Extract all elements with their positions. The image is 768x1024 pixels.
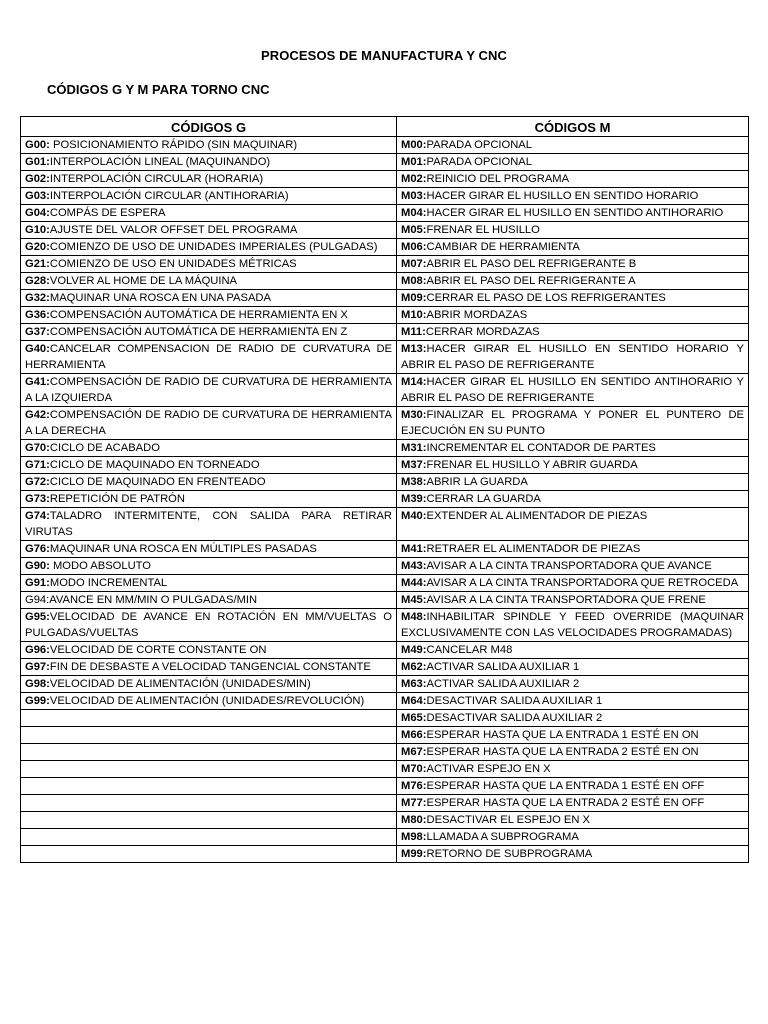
table-body xyxy=(21,137,749,863)
g-code: G32: xyxy=(25,292,50,304)
m-code: M14: xyxy=(401,376,427,388)
m-code-description: INHABILITAR SPINDLE Y FEED OVERRIDE (MAQUINAR EXCLUSIVAMENTE CON LAS VELOCIDADES PROGRAMADAS) xyxy=(401,611,744,639)
m-code: M66: xyxy=(401,729,427,741)
m-code-cell xyxy=(397,137,749,154)
g-code: G37: xyxy=(25,326,50,338)
g-code-description: MAQUINAR UNA ROSCA EN UNA PASADA xyxy=(49,292,271,304)
m-code: M13: xyxy=(401,343,427,355)
m-code: M37: xyxy=(401,459,427,471)
g-code: G72: xyxy=(25,476,50,488)
g-code: G96: xyxy=(25,644,50,656)
m-code-description: ESPERAR HASTA QUE LA ENTRADA 2 ESTÉ EN OFF xyxy=(426,797,705,809)
m-code: M01: xyxy=(401,156,427,168)
table-row xyxy=(21,659,749,676)
m-code-description: HACER GIRAR EL HUSILLO EN SENTIDO HORARIO Y ABRIR EL PASO DE REFRIGERANTE xyxy=(401,343,744,371)
m-code-description: AVISAR A LA CINTA TRANSPORTADORA QUE AVANCE xyxy=(426,560,712,572)
g-code-cell xyxy=(21,440,397,457)
table-row xyxy=(21,239,749,256)
m-code-description: FRENAR EL HUSILLO Y ABRIR GUARDA xyxy=(426,459,638,471)
m-code: M44: xyxy=(401,577,427,589)
table-row xyxy=(21,795,749,812)
g-code: G90: xyxy=(25,560,50,572)
g-code-description: INTERPOLACIÓN LINEAL (MAQUINANDO) xyxy=(49,156,271,168)
m-code-description: HACER GIRAR EL HUSILLO EN SENTIDO HORARIO xyxy=(426,190,699,202)
table-row xyxy=(21,727,749,744)
table-row xyxy=(21,341,749,374)
m-code-cell xyxy=(397,541,749,558)
g-code: G28: xyxy=(25,275,50,287)
g-code-cell xyxy=(21,609,397,642)
m-code-cell xyxy=(397,846,749,863)
table-row xyxy=(21,154,749,171)
m-code: M70: xyxy=(401,763,427,775)
g-code: G03: xyxy=(25,190,50,202)
table-row xyxy=(21,575,749,592)
m-code-cell xyxy=(397,778,749,795)
m-code-cell xyxy=(397,256,749,273)
m-code-cell xyxy=(397,188,749,205)
g-code-cell xyxy=(21,324,397,341)
m-code: M49: xyxy=(401,644,427,656)
m-code-cell xyxy=(397,659,749,676)
m-code-cell xyxy=(397,642,749,659)
g-code-description: AJUSTE DEL VALOR OFFSET DEL PROGRAMA xyxy=(49,224,298,236)
table-header-row xyxy=(21,117,749,137)
m-code: M64: xyxy=(401,695,427,707)
g-code-description: COMPÁS DE ESPERA xyxy=(49,207,166,219)
g-code-cell xyxy=(21,171,397,188)
m-code-description: CAMBIAR DE HERRAMIENTA xyxy=(426,241,580,253)
m-code-description: ESPERAR HASTA QUE LA ENTRADA 1 ESTÉ EN ON xyxy=(426,729,699,741)
g-code-description: CANCELAR COMPENSACION DE RADIO DE CURVATURA DE HERRAMIENTA xyxy=(25,343,392,371)
table-row xyxy=(21,290,749,307)
m-code-cell xyxy=(397,795,749,812)
g-code-description: VELOCIDAD DE CORTE CONSTANTE ON xyxy=(49,644,267,656)
m-code-description: RETORNO DE SUBPROGRAMA xyxy=(426,848,593,860)
m-code-cell xyxy=(397,508,749,541)
table-row xyxy=(21,491,749,508)
g-code: G97: xyxy=(25,661,50,673)
m-code-description: PARADA OPCIONAL xyxy=(426,139,532,151)
g-code-description: COMPENSACIÓN AUTOMÁTICA DE HERRAMIENTA EN Z xyxy=(49,326,348,338)
m-code: M63: xyxy=(401,678,427,690)
g-code-cell xyxy=(21,239,397,256)
m-code-description: FINALIZAR EL PROGRAMA Y PONER EL PUNTERO DE EJECUCIÓN EN SU PUNTO xyxy=(401,409,744,437)
g-code-description: COMIENZO DE USO DE UNIDADES IMPERIALES (PULGADAS) xyxy=(49,241,378,253)
g-code-cell xyxy=(21,474,397,491)
m-code-description: REINICIO DEL PROGRAMA xyxy=(426,173,570,185)
g-code-description: MAQUINAR UNA ROSCA EN MÚLTIPLES PASADAS xyxy=(49,543,317,555)
m-code: M76: xyxy=(401,780,427,792)
m-code-cell xyxy=(397,154,749,171)
g-code-cell xyxy=(21,642,397,659)
m-code: M06: xyxy=(401,241,427,253)
m-code-cell xyxy=(397,440,749,457)
table-row xyxy=(21,812,749,829)
g-code: G21: xyxy=(25,258,50,270)
m-code-cell xyxy=(397,761,749,778)
m-code: M62: xyxy=(401,661,427,673)
m-code-description: ACTIVAR SALIDA AUXILIAR 2 xyxy=(426,678,580,690)
g-code-cell xyxy=(21,341,397,374)
m-code: M99: xyxy=(401,848,427,860)
g-code-description: COMPENSACIÓN AUTOMÁTICA DE HERRAMIENTA EN X xyxy=(49,309,348,321)
g-code: G00: xyxy=(25,139,50,151)
m-code: M40: xyxy=(401,510,427,522)
g-code-cell xyxy=(21,508,397,541)
m-code-description: DESACTIVAR SALIDA AUXILIAR 1 xyxy=(426,695,603,707)
table-row xyxy=(21,222,749,239)
table-row xyxy=(21,829,749,846)
g-code-description: COMIENZO DE USO EN UNIDADES MÉTRICAS xyxy=(49,258,297,270)
g-code: G71: xyxy=(25,459,50,471)
g-code-cell xyxy=(21,307,397,324)
g-code-cell xyxy=(21,188,397,205)
m-code-cell xyxy=(397,324,749,341)
m-code-cell xyxy=(397,222,749,239)
g-code-cell xyxy=(21,659,397,676)
table-row xyxy=(21,642,749,659)
m-code-cell xyxy=(397,727,749,744)
g-code-description: VELOCIDAD DE ALIMENTACIÓN (UNIDADES/MIN) xyxy=(49,678,311,690)
table-row xyxy=(21,273,749,290)
m-code-cell xyxy=(397,812,749,829)
table-row xyxy=(21,846,749,863)
g-code-cell xyxy=(21,795,397,812)
table-row xyxy=(21,307,749,324)
table-row xyxy=(21,256,749,273)
g-code-description: INTERPOLACIÓN CIRCULAR (HORARIA) xyxy=(49,173,264,185)
table-row xyxy=(21,761,749,778)
m-code-cell xyxy=(397,575,749,592)
g-code: G42: xyxy=(25,409,50,421)
m-code-description: FRENAR EL HUSILLO xyxy=(426,224,540,236)
g-code-description: VELOCIDAD DE ALIMENTACIÓN (UNIDADES/REVOLUCIÓN) xyxy=(49,695,365,707)
table-row xyxy=(21,171,749,188)
m-code-description: HACER GIRAR EL HUSILLO EN SENTIDO ANTIHORARIO Y ABRIR EL PASO DE REFRIGERANTE xyxy=(401,376,744,404)
g-code-cell xyxy=(21,222,397,239)
g-code-cell xyxy=(21,744,397,761)
m-code-cell xyxy=(397,558,749,575)
m-code-description: PARADA OPCIONAL xyxy=(426,156,532,168)
g-code-description: MODO INCREMENTAL xyxy=(49,577,168,589)
g-code: G36: xyxy=(25,309,50,321)
m-code-cell xyxy=(397,592,749,609)
m-code: M43: xyxy=(401,560,427,572)
table-row xyxy=(21,205,749,222)
g-code: G95: xyxy=(25,611,50,623)
g-code: G70: xyxy=(25,442,50,454)
table-row xyxy=(21,676,749,693)
g-code-cell xyxy=(21,541,397,558)
table-row xyxy=(21,592,749,609)
g-code-cell xyxy=(21,205,397,222)
g-code: G76: xyxy=(25,543,50,555)
g-code-description: G94:AVANCE EN MM/MIN O PULGADAS/MIN xyxy=(25,594,258,606)
g-code: G98: xyxy=(25,678,50,690)
m-code-description: ACTIVAR SALIDA AUXILIAR 1 xyxy=(426,661,580,673)
g-code: G01: xyxy=(25,156,50,168)
g-code: G41: xyxy=(25,376,50,388)
g-code-cell xyxy=(21,273,397,290)
g-code: G20: xyxy=(25,241,50,253)
m-code-description: CERRAR MORDAZAS xyxy=(425,326,540,338)
m-code-cell xyxy=(397,609,749,642)
codes-table xyxy=(20,116,749,863)
m-code: M31: xyxy=(401,442,427,454)
g-code-cell xyxy=(21,676,397,693)
m-code: M48: xyxy=(401,611,427,623)
m-code: M00: xyxy=(401,139,427,151)
m-code-description: ACTIVAR ESPEJO EN X xyxy=(426,763,551,775)
m-code-description: ABRIR EL PASO DEL REFRIGERANTE A xyxy=(426,275,636,287)
table-row xyxy=(21,609,749,642)
m-code-description: ABRIR LA GUARDA xyxy=(426,476,528,488)
table-row xyxy=(21,744,749,761)
m-code: M04: xyxy=(401,207,427,219)
g-code-cell xyxy=(21,374,397,407)
m-code-cell xyxy=(397,307,749,324)
m-code: M30: xyxy=(401,409,427,421)
g-code-description: CICLO DE MAQUINADO EN FRENTEADO xyxy=(49,476,266,488)
m-code-description: ESPERAR HASTA QUE LA ENTRADA 1 ESTÉ EN OFF xyxy=(426,780,705,792)
m-code: M08: xyxy=(401,275,427,287)
table-row xyxy=(21,440,749,457)
m-code-description: CERRAR EL PASO DE LOS REFRIGERANTES xyxy=(426,292,666,304)
m-code: M77: xyxy=(401,797,427,809)
m-code: M11: xyxy=(401,326,426,338)
m-code: M09: xyxy=(401,292,427,304)
m-code-description: HACER GIRAR EL HUSILLO EN SENTIDO ANTIHORARIO xyxy=(426,207,724,219)
g-code-cell xyxy=(21,761,397,778)
m-code-description: AVISAR A LA CINTA TRANSPORTADORA QUE FRENE xyxy=(426,594,706,606)
g-code-description: POSICIONAMIENTO RÁPIDO (SIN MAQUINAR) xyxy=(49,139,298,151)
m-code-cell xyxy=(397,474,749,491)
table-row xyxy=(21,558,749,575)
m-code-cell xyxy=(397,693,749,710)
document-subtitle: CÓDIGOS G Y M PARA TORNO CNC xyxy=(47,82,270,97)
m-code: M38: xyxy=(401,476,427,488)
g-code: G10: xyxy=(25,224,50,236)
g-code: G74: xyxy=(25,510,50,522)
g-code-cell xyxy=(21,710,397,727)
table-row xyxy=(21,457,749,474)
g-code-cell xyxy=(21,778,397,795)
m-code: M03: xyxy=(401,190,427,202)
m-code: M05: xyxy=(401,224,427,236)
g-code: G04: xyxy=(25,207,50,219)
g-code-cell xyxy=(21,812,397,829)
g-code-cell xyxy=(21,491,397,508)
m-code-description: ABRIR MORDAZAS xyxy=(426,309,528,321)
header-m-codes: CÓDIGOS M xyxy=(397,117,749,137)
g-code-cell xyxy=(21,575,397,592)
g-code-cell xyxy=(21,693,397,710)
m-code: M45: xyxy=(401,594,427,606)
m-code-cell xyxy=(397,491,749,508)
g-code-description: VELOCIDAD DE AVANCE EN ROTACIÓN EN MM/VUELTAS O PULGADAS/VUELTAS xyxy=(25,611,392,639)
m-code-cell xyxy=(397,676,749,693)
g-code: G40: xyxy=(25,343,50,355)
table-row xyxy=(21,710,749,727)
m-code-cell xyxy=(397,710,749,727)
m-code-cell xyxy=(397,273,749,290)
table-row xyxy=(21,374,749,407)
m-code-cell xyxy=(397,239,749,256)
m-code: M10: xyxy=(401,309,427,321)
table-row xyxy=(21,407,749,440)
g-code-cell xyxy=(21,829,397,846)
m-code: M39: xyxy=(401,493,427,505)
g-code: G99: xyxy=(25,695,50,707)
m-code-description: DESACTIVAR EL ESPEJO EN X xyxy=(426,814,591,826)
m-code-description: CANCELAR M48 xyxy=(426,644,513,656)
g-code-cell xyxy=(21,592,397,609)
g-code: G73: xyxy=(25,493,50,505)
m-code-description: DESACTIVAR SALIDA AUXILIAR 2 xyxy=(426,712,603,724)
m-code-cell xyxy=(397,744,749,761)
g-code-description: CICLO DE MAQUINADO EN TORNEADO xyxy=(49,459,260,471)
m-code-description: AVISAR A LA CINTA TRANSPORTADORA QUE RETROCEDA xyxy=(426,577,739,589)
g-code-description: MODO ABSOLUTO xyxy=(49,560,151,572)
document-title: PROCESOS DE MANUFACTURA Y CNC xyxy=(260,48,508,63)
g-code: G91: xyxy=(25,577,50,589)
table-row xyxy=(21,778,749,795)
g-code-cell xyxy=(21,154,397,171)
g-code: G02: xyxy=(25,173,50,185)
m-code-cell xyxy=(397,205,749,222)
m-code-description: CERRAR LA GUARDA xyxy=(426,493,541,505)
g-code-cell xyxy=(21,407,397,440)
m-code-description: INCREMENTAR EL CONTADOR DE PARTES xyxy=(426,442,656,454)
table-row xyxy=(21,541,749,558)
m-code: M98: xyxy=(401,831,427,843)
g-code-description: CICLO DE ACABADO xyxy=(49,442,160,454)
g-code-cell xyxy=(21,727,397,744)
m-code: M41: xyxy=(401,543,427,555)
g-code-description: TALADRO INTERMITENTE, CON SALIDA PARA RETIRAR VIRUTAS xyxy=(25,510,392,538)
g-code-cell xyxy=(21,256,397,273)
table-row xyxy=(21,474,749,491)
g-code-description: FIN DE DESBASTE A VELOCIDAD TANGENCIAL CONSTANTE xyxy=(49,661,371,673)
m-code: M67: xyxy=(401,746,427,758)
m-code-description: LLAMADA A SUBPROGRAMA xyxy=(426,831,579,843)
g-code-cell xyxy=(21,846,397,863)
m-code-cell xyxy=(397,407,749,440)
g-code-cell xyxy=(21,457,397,474)
table-row xyxy=(21,188,749,205)
m-code: M07: xyxy=(401,258,427,270)
g-code-description: INTERPOLACIÓN CIRCULAR (ANTIHORARIA) xyxy=(49,190,289,202)
table-row xyxy=(21,324,749,341)
m-code-cell xyxy=(397,829,749,846)
m-code-cell xyxy=(397,457,749,474)
m-code-cell xyxy=(397,374,749,407)
g-code-cell xyxy=(21,290,397,307)
m-code-cell xyxy=(397,341,749,374)
g-code-cell xyxy=(21,558,397,575)
g-code-description: COMPENSACIÓN DE RADIO DE CURVATURA DE HERRAMIENTA A LA IZQUIERDA xyxy=(25,376,392,404)
g-code-description: REPETICIÓN DE PATRÓN xyxy=(49,493,185,505)
g-code-description: VOLVER AL HOME DE LA MÁQUINA xyxy=(49,275,238,287)
m-code: M65: xyxy=(401,712,427,724)
m-code: M02: xyxy=(401,173,427,185)
m-code-cell xyxy=(397,171,749,188)
table-row xyxy=(21,137,749,154)
m-code-description: ESPERAR HASTA QUE LA ENTRADA 2 ESTÉ EN ON xyxy=(426,746,699,758)
g-code-cell xyxy=(21,137,397,154)
header-g-codes: CÓDIGOS G xyxy=(21,117,397,137)
m-code-description: ABRIR EL PASO DEL REFRIGERANTE B xyxy=(426,258,637,270)
m-code-description: RETRAER EL ALIMENTADOR DE PIEZAS xyxy=(426,543,641,555)
m-code-cell xyxy=(397,290,749,307)
table-row xyxy=(21,693,749,710)
m-code-description: EXTENDER AL ALIMENTADOR DE PIEZAS xyxy=(426,510,648,522)
table-row xyxy=(21,508,749,541)
m-code: M80: xyxy=(401,814,427,826)
g-code-description: COMPENSACIÓN DE RADIO DE CURVATURA DE HERRAMIENTA A LA DERECHA xyxy=(25,409,392,437)
